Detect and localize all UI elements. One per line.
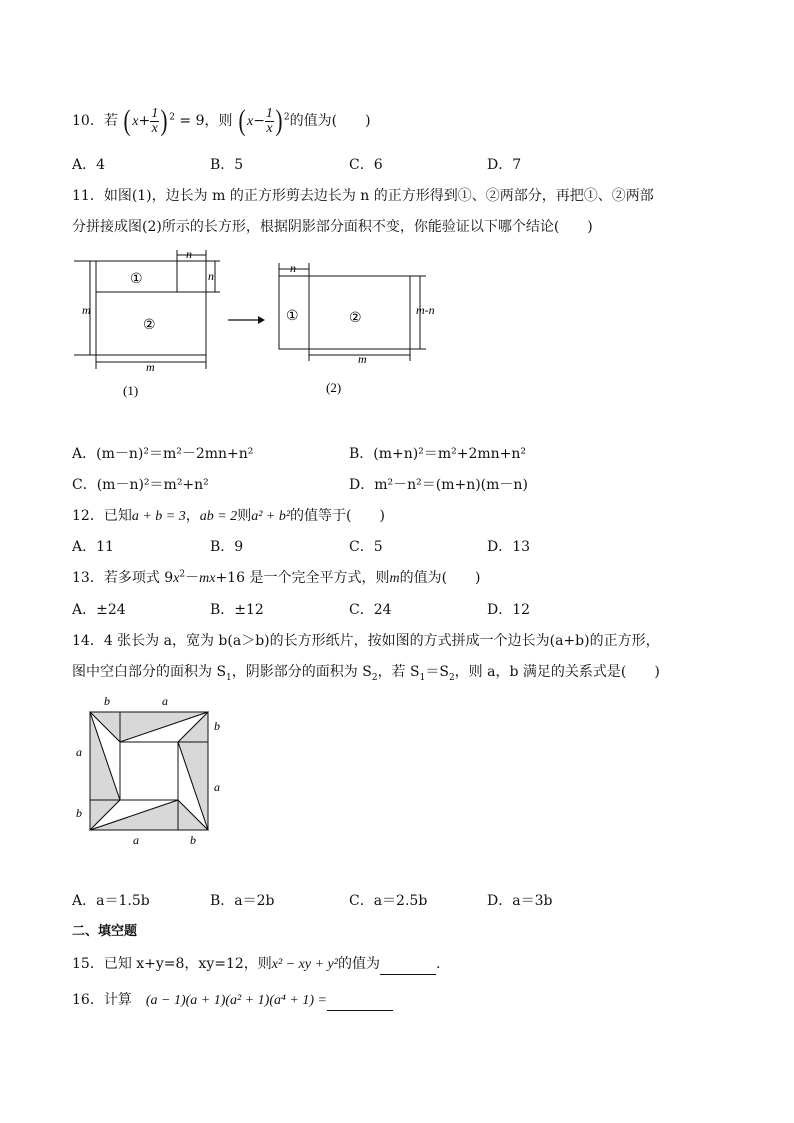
q13-suffix: 的值为( ) [399, 570, 481, 586]
var-mx: mx [199, 571, 216, 586]
arrow-icon [228, 316, 265, 324]
label-m: m [146, 360, 155, 374]
q14-text: ，若 S [377, 664, 420, 680]
q11-option-d: D．m²－n²＝(m+n)(m－n) [349, 477, 528, 493]
label-m: m [358, 352, 367, 366]
fraction-1-over-x [265, 107, 274, 136]
q14-figure [70, 690, 230, 852]
q14-text: ，则 a，b 满足的关系式是( ) [454, 664, 660, 680]
question-12 [72, 506, 385, 527]
q10-option-d: D．7 [487, 157, 522, 173]
q15-end: . [435, 956, 441, 972]
q15-prefix: 15．已知 x+y=8，xy=12，则 [72, 956, 272, 972]
subscript: 1 [226, 672, 232, 683]
var-x: x [173, 571, 180, 586]
label-n: n [208, 269, 214, 283]
q14-text: 图中空白部分的面积为 S [72, 664, 227, 680]
var-x: x [132, 114, 139, 129]
q13-option-b: B．±12 [210, 602, 264, 618]
region-1-label: ① [286, 309, 299, 324]
question-13 [72, 568, 481, 589]
q12-prefix: 12．已知 [72, 508, 132, 524]
label-n: n [290, 261, 296, 275]
right-paren: ) [275, 104, 283, 137]
q10-prefix: 10． [72, 113, 104, 129]
q10-suffix: 的值为( ) [289, 113, 371, 129]
q12-mid: 则 [237, 508, 252, 524]
q12-option-a: A．11 [72, 539, 114, 555]
q12-expr2: ab = 2 [199, 509, 238, 524]
q14-line1: 14．4 张长为 a，宽为 b(a＞b)的长方形纸片，按如图的方式拼成一个边长为(a+b)的正方形， [72, 633, 660, 649]
op-plus: + [138, 113, 151, 129]
q13-option-c: C．24 [349, 602, 392, 618]
q16-prefix: 16．计算 [72, 992, 132, 1008]
rectangle [279, 276, 410, 349]
q11-option-c: C．(m－n)²＝m²+n² [72, 477, 209, 493]
question-15 [72, 954, 440, 975]
subscript: 2 [371, 672, 378, 683]
q10-option-c: C．6 [349, 157, 383, 173]
label-b: b [214, 719, 220, 733]
q14-option-a: A．a＝1.5b [72, 893, 150, 909]
q10-eq: = 9，则 [179, 113, 233, 129]
exponent: 2 [179, 569, 186, 580]
frac-den: x [151, 120, 158, 136]
frac-num: 1 [265, 105, 273, 121]
q13-mid: +16 是一个完全平方式，则 [215, 570, 390, 586]
exponent: 2 [283, 112, 290, 123]
q10-text: 若 [103, 113, 118, 129]
q14-option-d: D．a＝3b [487, 893, 553, 909]
q12-option-d: D．13 [487, 539, 531, 555]
op-minus: － [185, 570, 200, 586]
op-minus: − [253, 113, 265, 129]
q12-option-b: B．9 [210, 539, 244, 555]
q15-expr: x² − xy + y² [271, 957, 338, 972]
q10-option-b: B．5 [210, 157, 244, 173]
label-b: b [104, 694, 110, 708]
q11-line2: 分拼接成图(2)所示的长方形，根据阴影部分面积不变，你能验证以下哪个结论( ) [72, 219, 593, 235]
label-a: a [76, 745, 82, 759]
label-m-n: m-n [416, 303, 435, 317]
frac-den: x [266, 120, 273, 136]
q12-expr3: a² + b² [251, 509, 291, 524]
subscript: 2 [448, 672, 455, 683]
label-b: b [76, 806, 82, 820]
q14-option-b: B．a＝2b [210, 893, 275, 909]
q12-suffix: 的值等于( ) [290, 508, 385, 524]
q14-text: ，阴影部分的面积为 S [231, 664, 372, 680]
label-a: a [162, 694, 168, 708]
fraction-1-over-x [150, 107, 159, 136]
label-a: a [133, 833, 139, 847]
left-paren: ( [123, 104, 131, 137]
section-title: 二、填空题 [72, 924, 138, 939]
question-16 [72, 990, 393, 1011]
figure-2-caption: (2) [326, 380, 342, 395]
exponent: 2 [169, 112, 175, 123]
q12-expr1: a + b = 3 [131, 509, 186, 524]
question-10 [72, 106, 371, 136]
q11-option-a: A．(m－n)²＝m²－2mn+n² [72, 446, 254, 462]
right-paren: ) [160, 104, 168, 137]
q13-option-d: D．12 [487, 602, 531, 618]
frac-num: 1 [151, 105, 159, 121]
label-b: b [190, 833, 196, 847]
q12-option-c: C．5 [349, 539, 383, 555]
subscript: 1 [419, 672, 426, 683]
q15-suffix: 的值为 [337, 956, 380, 972]
center-square [120, 742, 178, 800]
answer-blank[interactable] [327, 994, 393, 1011]
q11-line1: 11．如图(1)，边长为 m 的正方形剪去边长为 n 的正方形得到①、②两部分，再把①、②两部 [72, 188, 654, 204]
q10-option-a: A．4 [72, 157, 106, 173]
q13-option-a: A．±24 [72, 602, 126, 618]
region-2-label: ② [143, 318, 156, 333]
figure-1-caption: (1) [123, 383, 139, 398]
q14-text: ＝S [425, 664, 449, 680]
label-m: m [82, 303, 91, 317]
q14-line2 [72, 662, 660, 682]
q11-figures [60, 245, 460, 405]
label-n: n [186, 247, 192, 261]
var-m: m [389, 571, 400, 586]
q13-prefix: 13．若多项式 9 [72, 570, 174, 586]
region-1-label: ① [130, 272, 143, 287]
q14-option-c: C．a＝2.5b [349, 893, 428, 909]
q12-sep: ， [185, 508, 200, 524]
square-m [96, 261, 206, 355]
answer-blank[interactable] [380, 958, 436, 975]
region-2-label: ② [349, 311, 362, 326]
q16-expr: (a − 1)(a + 1)(a² + 1)(a⁴ + 1) = [145, 993, 327, 1008]
label-a: a [214, 780, 220, 794]
figure-1 [74, 250, 220, 369]
var-x: x [246, 114, 254, 129]
left-paren: ( [238, 104, 246, 137]
q11-option-b: B．(m+n)²＝m²+2mn+n² [349, 446, 527, 462]
